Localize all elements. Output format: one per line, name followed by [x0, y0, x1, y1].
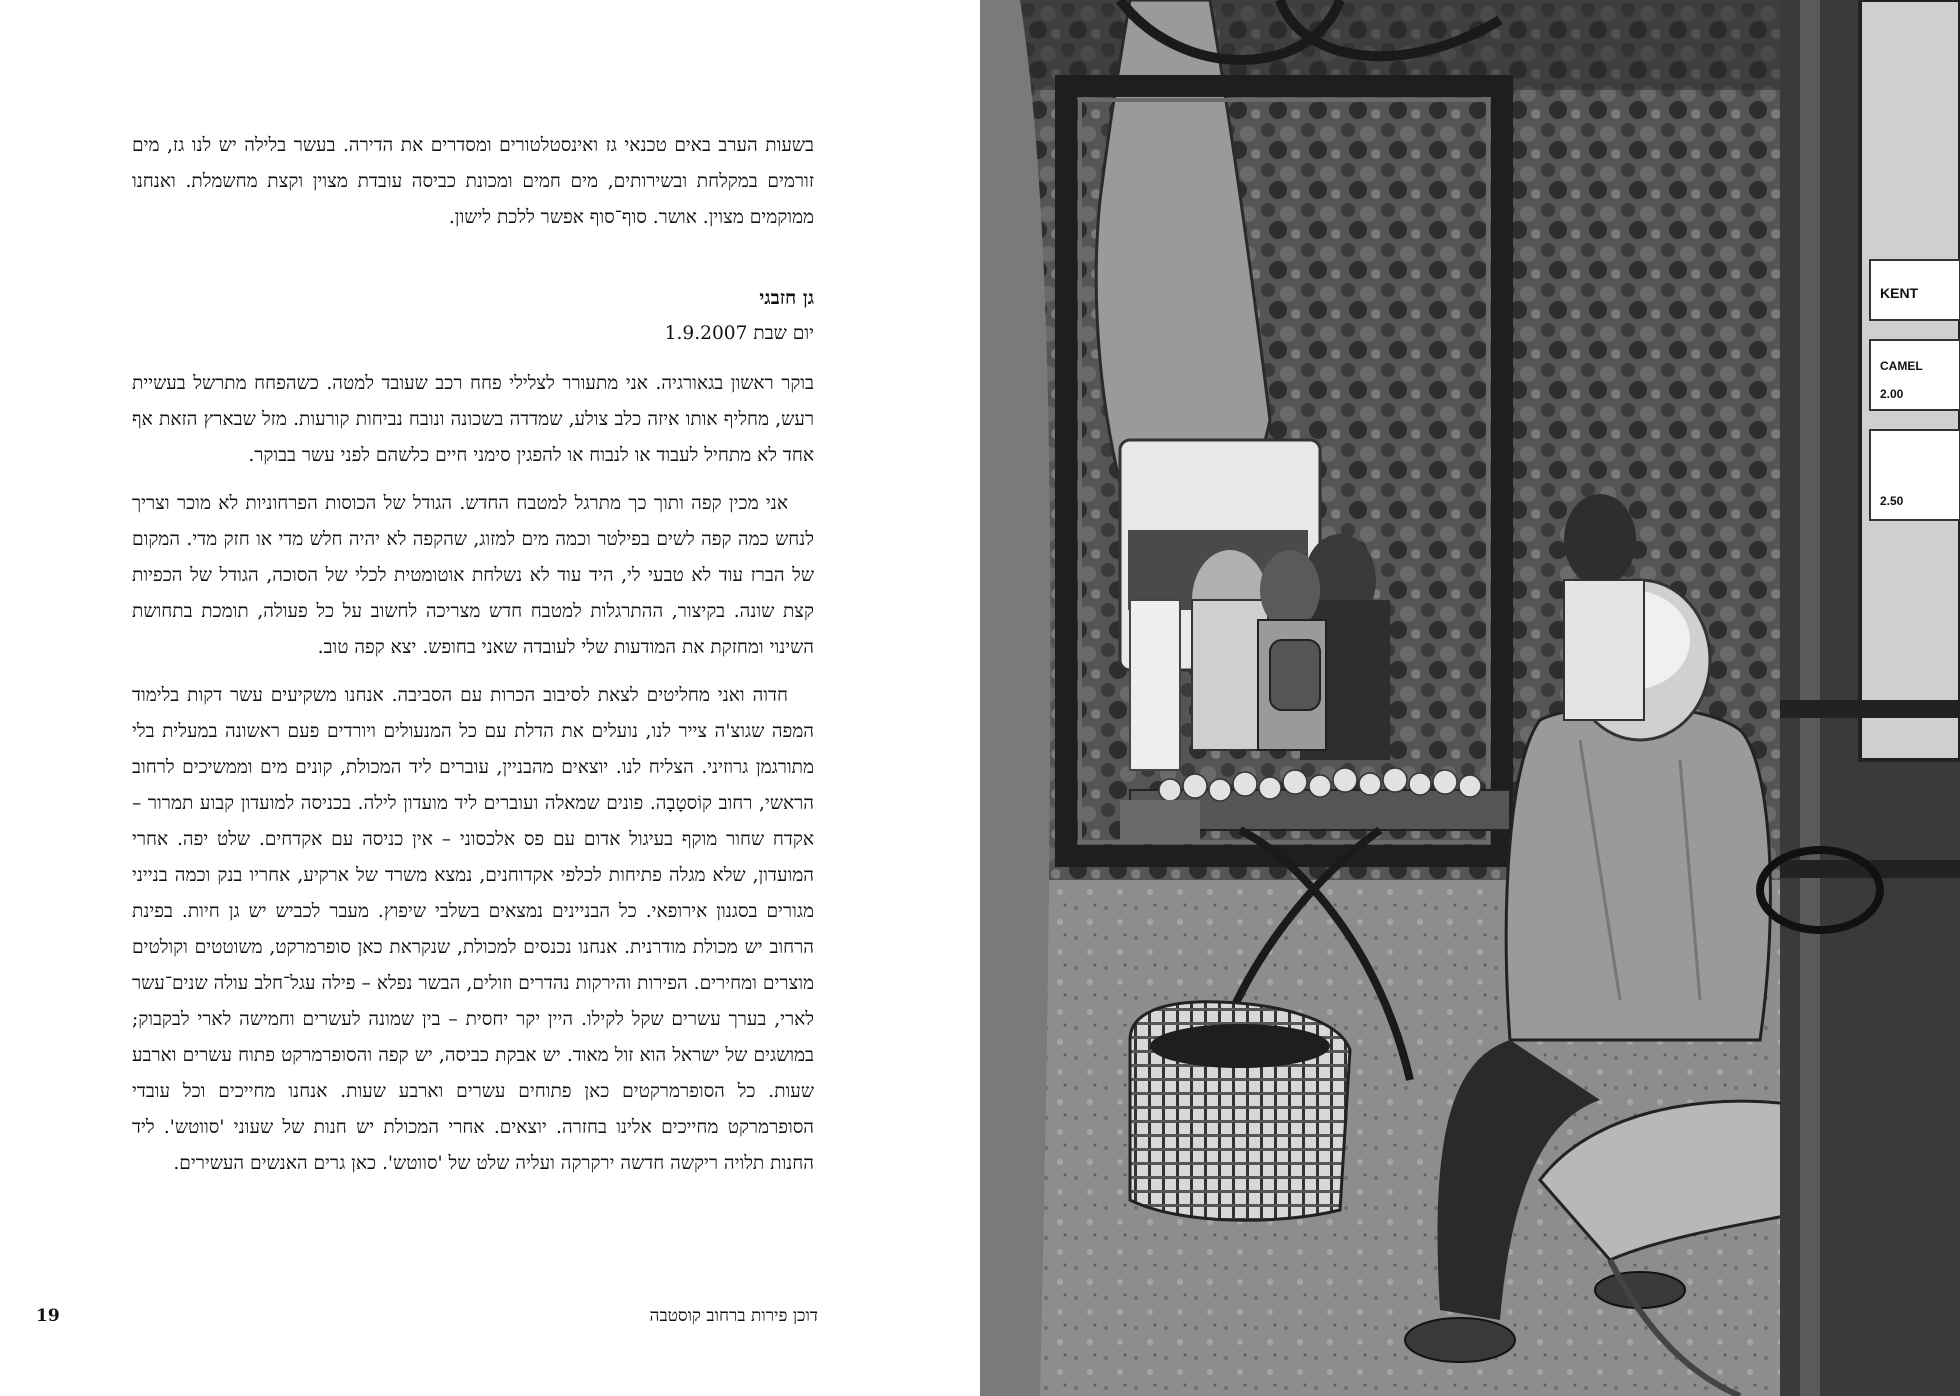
text-column: [132, 128, 814, 1194]
kiosk-sign-kent: KENT: [1880, 285, 1919, 301]
kiosk-price-1: 2.00: [1880, 387, 1904, 401]
paragraph-top: בשעות הערב באים טכנאי גז ואינסטלטורים ומסדרים את הדירה. בעשר בלילה יש לנו גז, מים זורמים במקלחת ובשירותים, מים חמים ומכונת כביסה עובדת מצוין וקצת מחשמלת. ואנחנו ממוקמים מצוין. אושר. סוף־סוף אפשר ללכת לישון.: [132, 135, 814, 228]
kiosk-sign-camel: CAMEL: [1880, 359, 1923, 373]
page-number: 19: [36, 1306, 60, 1326]
entry-date: יום שבת 1.9.2007: [664, 323, 814, 344]
paragraph: חדוה ואני מחליטים לצאת לסיבוב הכרות עם הסביבה. אנחנו משקיעים עשר דקות בלימוד המפה שגוצ'ה צייר לנו, נועלים את הדלת עם כל המנעולים ויורדים פעם ראשונה במעלית בלי מתורגמן גרוזיני. הצליח לנו. יוצאים מהבניין, עוברים ליד המכולת, קונים מים וממשיכים לרחוב הראשי, רחוב קוֹסטָבָה. פונים שמאלה ועוברים ליד מועדון לילה. בכניסה למועדון קבוע תמרור – אקדח שחור מוקף בעיגול אדום עם פס אלכסוני – אין כניסה עם אקדחים. שלט יפה. אחרי המועדון, שלא מגלה פתיחות לכלפי אקדוחנים, נמצא משרד של ארקיע, אחריו בנק וכמה בנייני מגורים בסגנון אירופאי. כל הבניינים נמצאים בשלבי שיפוץ. מעבר לכביש יש גן חיות. בפינת הרחוב יש מכולת מודרנית. אנחנו נכנסים למכולת, שנקראת כאן סופרמרקט, משוטטים וקולטים מוצרים ומחירים. הפירות והירקות נהדרים וזולים, הבשר נפלא – פילה עגל־חלב עולה שנים־עשר לארי, בערך עשרים שקל לקילו. היין יקר יחסית – בין שמונה לעשרים וחמישה לארי לבקבוק; במושגים של ישראל הוא זול מאוד. יש אבקת כביסה, יש קפה והסופרמרקט פתוח עשרים וארבע שעות. כל הסופרמרקטים כאן פתוחים עשרים וארבע שעות. אנחנו מחייכים וכל עובדי הסופרמרקט מחייכים אלינו בחזרה. יוצאים. אחרי המכולת יש חנות של שעוני 'סווטש'. ליד החנות תלויה ריקשה חדשה ירקרקה ועליה שלט של 'סווטש'. כאן גרים האנשים העשירים.: [132, 685, 814, 1174]
paragraph: אני מכין קפה ותוך כך מתרגל למטבח החדש. הגודל של הכוסות הפרחוניות לא מוכר וצריך לנחש כמה קפה לשים בפילטר וכמה מים למזוג, שהקפה לא יהיה חלש מדי או חזק מדי. המקום של הברז עוד לא טבעי לי, היד עוד לא נשלחת אוטומטית לכלי של הסוכה, הגודל של הכפיות קצת שונה. בקיצור, ההתרגלות למטבח חדש מצריכה לחשוב על כל פעולה, תומכת בתחושת השינוי ומחזקת את המודעות שלי לעובדה שאני בחופש. יצא קפה טוב.: [132, 493, 814, 658]
paragraph: בוקר ראשון בגאורגיה. אני מתעורר לצלילי פחח רכב שעובד למטה. כשהפחח מתרשל בעשיית רעש, מחליף אותו איזה כלב צולע, שמדדה בשכונה ונובח נביחות קורעות. מזל שבארץ הזאת אף אחד לא מתחיל לעבוד או לנבוח או להפגין סימני חיים כלשהם לפני עשר בבוקר.: [132, 373, 814, 466]
street-fruit-stand-photo-icon: [980, 0, 1960, 1396]
entry-heading: גן חזבגי: [759, 287, 814, 309]
street-photo: [980, 0, 1960, 1396]
photo-caption: דוכן פירות ברחוב קוסטבה: [649, 1306, 818, 1326]
kiosk-price-2: 2.50: [1880, 494, 1904, 508]
